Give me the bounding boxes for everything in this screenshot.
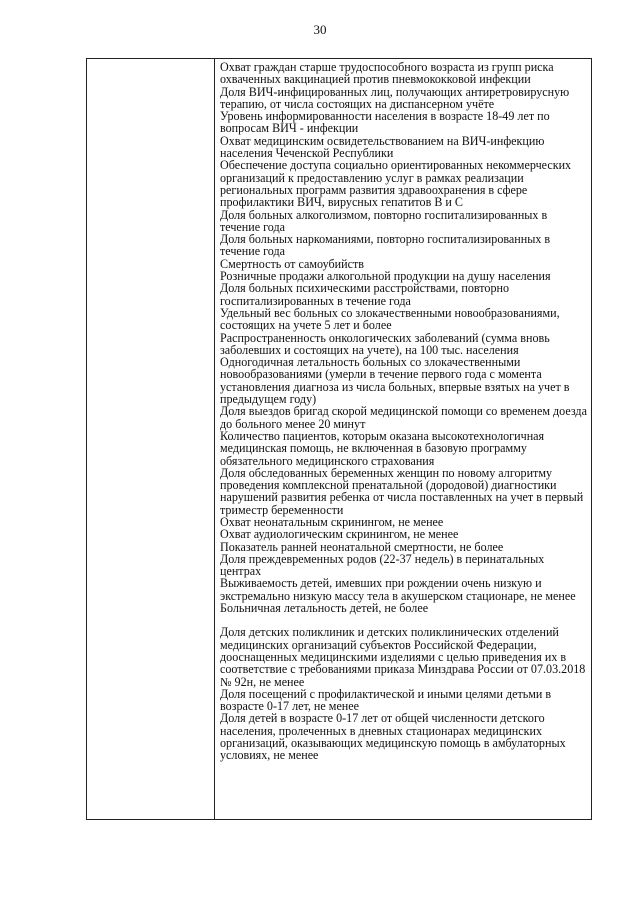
list-item: Одногодичная летальность больных со злокачественными новообразованиями (умерли в течение первого года с момента установления диагноза из числа больных, впервые взятых на учет в предыдущем году) — [220, 355, 570, 407]
list-item: Уровень информированности населения в возрасте 18-49 лет по вопросам ВИЧ - инфекции — [220, 109, 550, 136]
list-item: Доля ВИЧ-инфицированных лиц, получающих антиретровирусную терапию, от числа состоящих на диспансерном учёте — [220, 84, 570, 111]
table-left-column — [87, 59, 215, 819]
list-item: Охват граждан старше трудоспособного возраста из групп риска охваченных вакцинацией против пневмококковой инфекции — [220, 60, 554, 87]
list-item: Смертность от самоубийств — [220, 256, 364, 271]
list-item: Выживаемость детей, имевших при рождении очень низкую и экстремально низкую массу тела в акушерском стационаре, не менее — [220, 576, 576, 603]
table-right-column — [215, 59, 591, 819]
list-item: Охват медицинским освидетельствованием на ВИЧ-инфекцию населения Чеченской Республики — [220, 133, 545, 161]
list-item: Показатель ранней неонатальной смертности, не более — [220, 539, 504, 554]
list-item: Распространенность онкологических заболеваний (сумма вновь заболевших и состоящих на учете), на 100 тыс. населения — [220, 330, 550, 357]
list-item: Удельный вес больных со злокачественными новообразованиями, состоящих на учете 5 лет и более — [220, 305, 560, 333]
list-item: Охват неонатальным скринингом, не менее — [220, 514, 444, 529]
list-item: Доля больных алкоголизмом, повторно госпитализированных в течение года — [220, 207, 548, 234]
list-item: Доля детских поликлиник и детских поликлинических отделений медицинских организаций субъектов Российской Федерации, дооснащенных медицинскими изделиями с целью приведения их в соответствие с требованиями приказа Минздрава России от 07.03.2018 № 92н, не менее — [220, 625, 586, 689]
list-item: Охват аудиологическим скринингом, не менее — [220, 527, 459, 542]
list-item: Доля детей в возрасте 0-17 лет от общей численности детского населения, пролеченных в дневных стационарах медицинских организаций, оказывающих медицинскую помощь в амбулаторных условиях, не менее — [220, 711, 566, 763]
list-item: Обеспечение доступа социально ориентированных некоммерческих организаций к предоставлению услуг в рамках реализации региональных программ развития здравоохранения в сфере профилактики ВИЧ, вирусных гепатитов В и С — [220, 158, 572, 210]
list-item: Больничная летальность детей, не более — [220, 601, 429, 616]
list-item: Доля больных психическими расстройствами, повторно госпитализированных в течение года — [220, 281, 510, 308]
list-item: Доля больных наркоманиями, повторно госпитализированных в течение года — [220, 232, 551, 259]
page-number: 30 — [313, 22, 327, 37]
list-item: Доля обследованных беременных женщин по новому алгоритму проведения комплексной пренатальной (дородовой) диагностики нарушений развития ребенка от числа поставленных на учет в первый триместр беременности — [220, 465, 584, 517]
indicators-table — [86, 58, 592, 820]
list-item: Доля выездов бригад скорой медицинской помощи со временем доезда до больного менее 20 минут — [220, 404, 587, 431]
list-item: Доля посещений с профилактической и иными целями детьми в возрасте 0-17 лет, не менее — [220, 686, 552, 714]
list-item: Количество пациентов, которым оказана высокотехнологичная медицинская помощь, не включенная в базовую программу обязательного медицинского страхования — [220, 428, 545, 468]
list-item: Розничные продажи алкогольной продукции на душу населения — [220, 269, 551, 284]
list-item: Доля преждевременных родов (22-37 недель) в перинатальных центрах — [220, 551, 545, 579]
